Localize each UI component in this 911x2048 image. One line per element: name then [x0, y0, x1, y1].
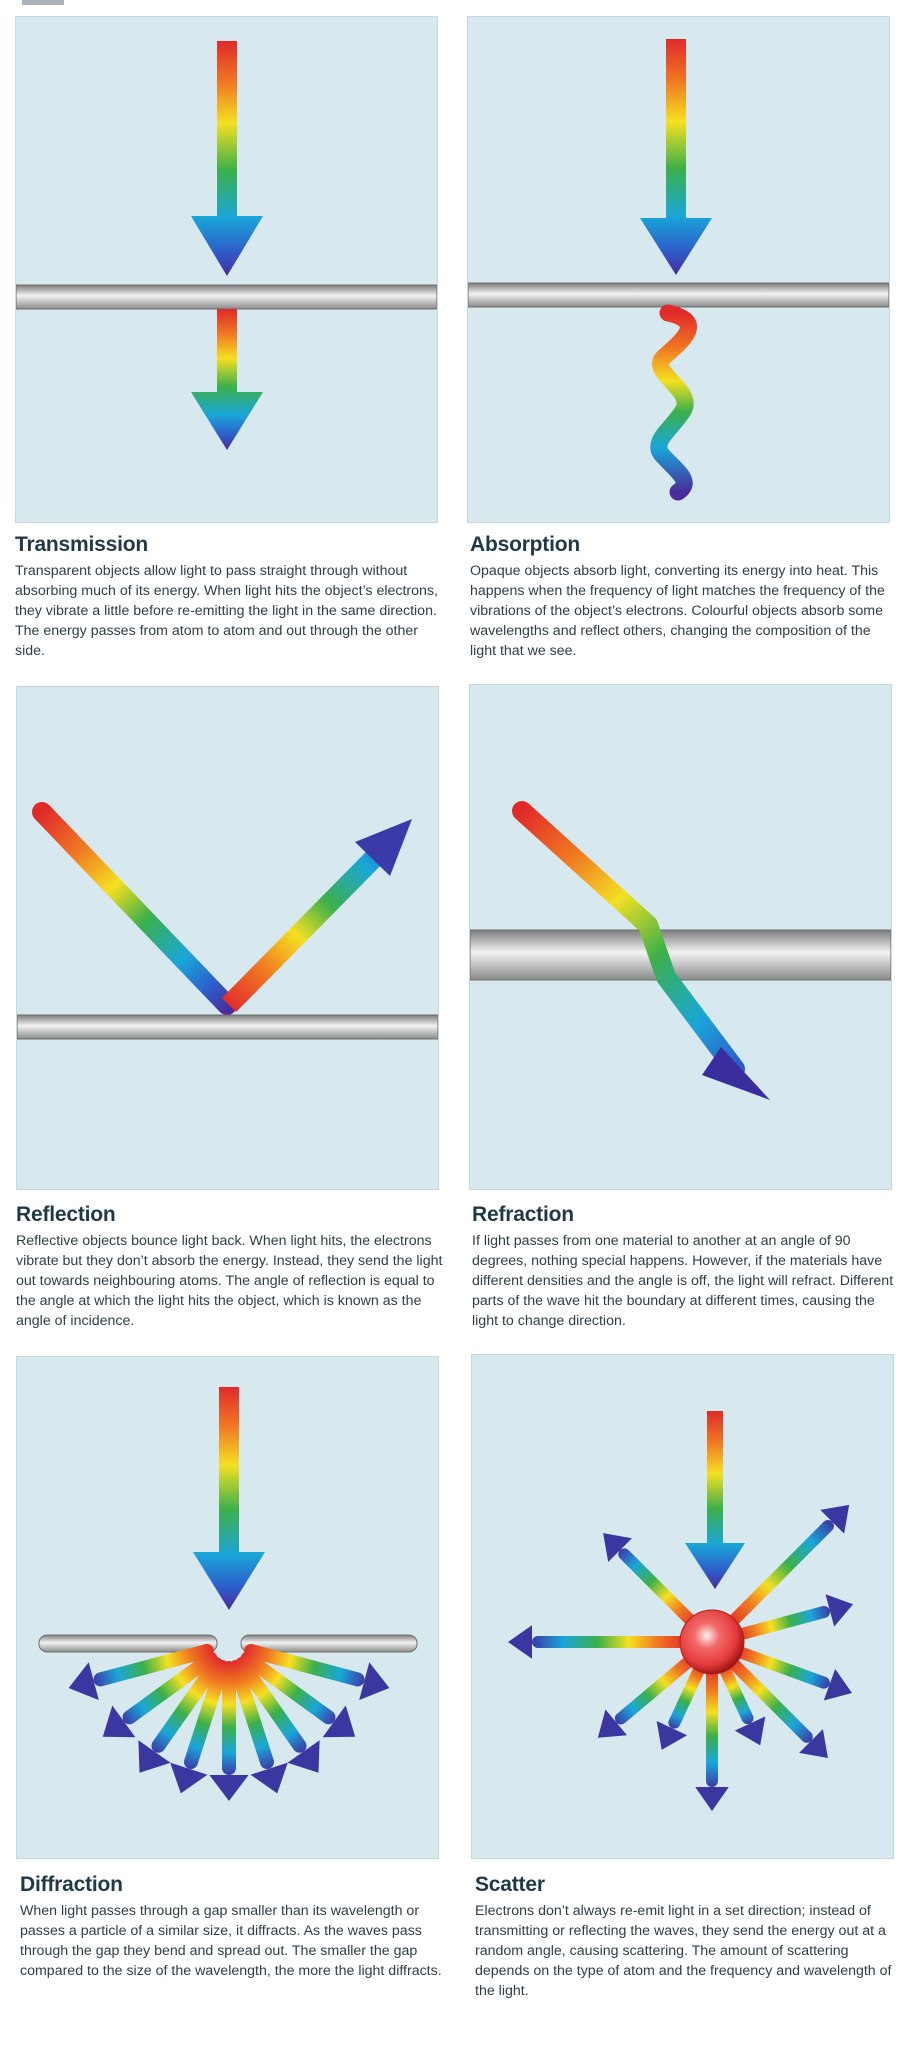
- incoming-light-arrow: [685, 1411, 745, 1589]
- opaque-surface: [468, 283, 889, 307]
- reflection-caption: [16, 1203, 446, 1331]
- scatter-diagram: [472, 1355, 893, 1858]
- transparent-surface: [16, 285, 437, 309]
- section-title: Transmission: [15, 533, 148, 556]
- section-title: Reflection: [16, 1203, 116, 1226]
- transmission-panel: [15, 16, 438, 523]
- refraction-panel: [469, 684, 892, 1190]
- refraction-caption: [472, 1203, 902, 1331]
- section-body: Opaque objects absorb light, converting its energy into heat. This happens when the frequency of light matches the frequency of the vibrations of the object’s electrons. Colourful objects absorb some wavelengths and reflect others, changing the composition of the light that we see.: [470, 563, 885, 659]
- section-title: Absorption: [470, 533, 580, 556]
- transmitted-light-arrow: [191, 309, 263, 450]
- page-corner-mark: [22, 0, 64, 5]
- incident-light-beam: [42, 812, 227, 1005]
- refraction-diagram: [470, 685, 891, 1189]
- section-body: Electrons don’t always re-emit light in a set direction; instead of transmitting or reflecting the waves, they send the energy out at a random angle, causing scattering. The amount of scattering depends on the type of atom and the frequency and wavelength of the light.: [475, 1903, 892, 1999]
- section-body: When light passes through a gap smaller than its wavelength or passes a particle of a similar size, it diffracts. As the waves pass through the gap they bend and spread out. The smaller the gap compared to the size of the wavelength, the more the light diffracts.: [20, 1903, 442, 1979]
- scatter-panel: [471, 1354, 894, 1859]
- reflected-light-arrow: [229, 819, 412, 1005]
- section-body: Reflective objects bounce light back. When light hits, the electrons vibrate but they don’t absorb the energy. Instead, they send the light out towards neighbouring atoms. The angle of reflection is equal to the angle at which the light hits the object, which is known as the angle of incidence.: [16, 1233, 443, 1329]
- refractive-medium: [470, 930, 891, 980]
- reflective-surface: [17, 1015, 438, 1039]
- diffraction-diagram: [17, 1357, 438, 1858]
- incoming-light-arrow: [193, 1387, 265, 1610]
- absorbed-light-wave: [659, 313, 689, 492]
- diffraction-panel: [16, 1356, 439, 1859]
- light-ray-arrow: [508, 1625, 688, 1659]
- transmission-caption: [15, 533, 445, 661]
- section-title: Refraction: [472, 1203, 574, 1226]
- diffracted-rays: [64, 1630, 395, 1801]
- scatter-caption: [475, 1873, 905, 2001]
- atom-particle: [680, 1610, 744, 1674]
- section-body: If light passes from one material to another at an angle of 90 degrees, nothing special happens. However, if the materials have different densities and the angle is off, the light will refract. Different parts of the wave hit the boundary at different times, causing the light to change direction.: [472, 1233, 894, 1329]
- absorption-caption: [470, 533, 900, 661]
- section-title: Scatter: [475, 1873, 545, 1896]
- incoming-light-arrow: [640, 39, 712, 275]
- reflection-diagram: [17, 687, 438, 1189]
- section-body: Transparent objects allow light to pass straight through without absorbing much of its energy. When light hits the object’s electrons, they vibrate a little before re-emitting the light in the same direction. The energy passes from atom to atom and out through the other side.: [15, 563, 438, 659]
- light-ray-arrow: [695, 1666, 729, 1811]
- absorption-diagram: [468, 17, 889, 522]
- incoming-light-arrow: [191, 41, 263, 276]
- diffraction-caption: [20, 1873, 450, 1981]
- reflection-panel: [16, 686, 439, 1190]
- absorption-panel: [467, 16, 890, 523]
- transmission-diagram: [16, 17, 437, 522]
- section-title: Diffraction: [20, 1873, 123, 1896]
